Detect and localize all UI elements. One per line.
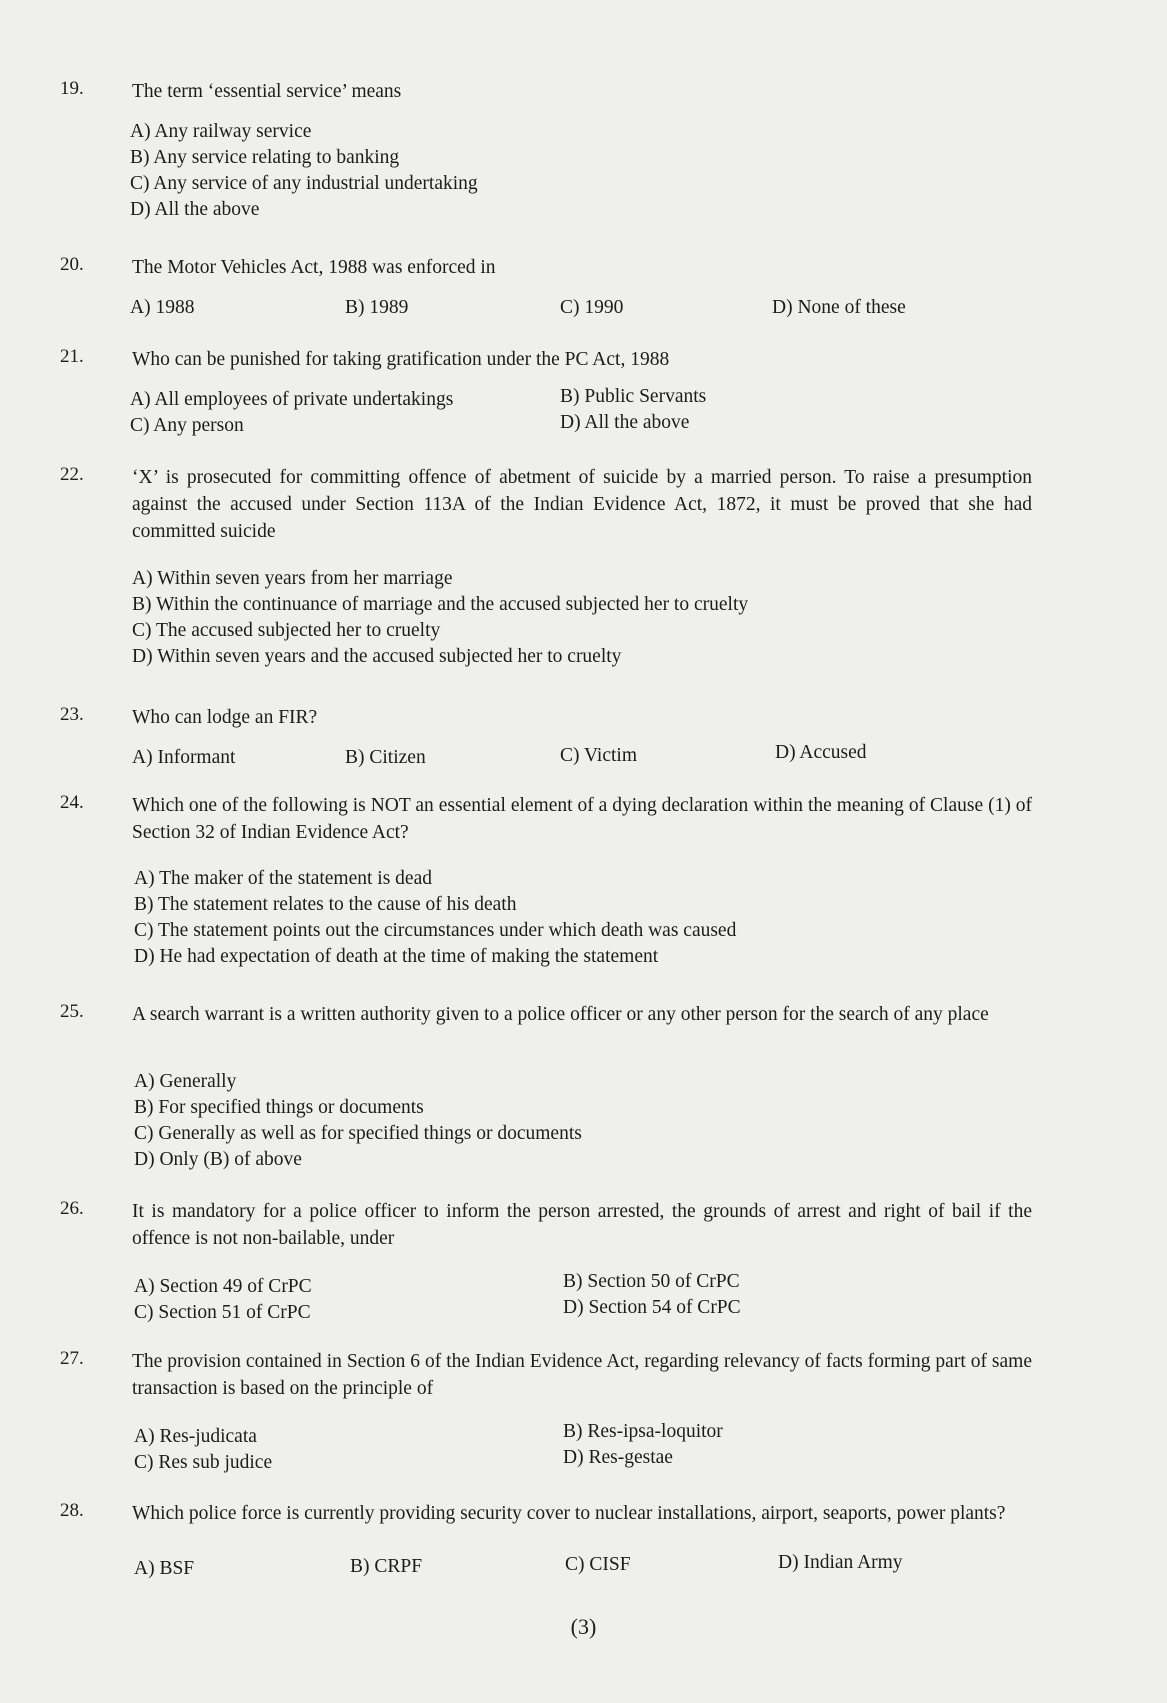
question-stem: Which one of the following is NOT an essential element of a dying declaration within the meaning of Clause (1) of Section 32 of Indian Evidence Act?: [132, 795, 1032, 843]
question-number: 25.: [60, 1001, 84, 1022]
option-c: C) The statement points out the circumstances under which death was caused: [134, 920, 737, 941]
option-d: D) Section 54 of CrPC: [563, 1297, 741, 1318]
question-stem: Who can be punished for taking gratification under the PC Act, 1988: [132, 349, 670, 370]
option-a: A) The maker of the statement is dead: [134, 868, 432, 889]
question-stem: ‘X’ is prosecuted for committing offence of abetment of suicide by a married person. To raise a presumption against the accused under Section 113A of the Indian Evidence Act, 1872, it must be proved that she had committed suicide: [132, 467, 1032, 542]
option-a: A) Section 49 of CrPC: [134, 1276, 312, 1297]
option-b: B) Res-ipsa-loquitor: [563, 1421, 723, 1442]
option-b: B) CRPF: [350, 1556, 423, 1577]
option-c: C) Generally as well as for specified things or documents: [134, 1123, 582, 1144]
option-b: B) The statement relates to the cause of his death: [134, 894, 517, 915]
option-c: C) CISF: [565, 1554, 631, 1575]
question-stem: It is mandatory for a police officer to inform the person arrested, the grounds of arrest and right of bail if the offence is not non-bailable, under: [132, 1201, 1032, 1249]
question-number: 20.: [60, 254, 84, 275]
option-a: A) 1988: [130, 297, 195, 318]
option-a: A) All employees of private undertakings: [130, 389, 454, 410]
option-b: B) Citizen: [345, 747, 426, 768]
option-d: D) Indian Army: [778, 1552, 903, 1573]
page-number: (3): [570, 1614, 597, 1639]
option-a: A) BSF: [134, 1558, 195, 1579]
option-b: B) For specified things or documents: [134, 1097, 424, 1118]
question-stem: The term ‘essential service’ means: [132, 81, 402, 102]
question-stem: Who can lodge an FIR?: [132, 707, 318, 728]
option-a: A) Within seven years from her marriage: [132, 568, 453, 589]
option-b: B) Any service relating to banking: [130, 147, 400, 168]
question-stem: The provision contained in Section 6 of the Indian Evidence Act, regarding relevancy of facts forming part of same transaction is based on the principle of: [132, 1351, 1032, 1399]
question-stem: A search warrant is a written authority given to a police officer or any other person for the search of any place: [132, 1004, 989, 1025]
question-stem: Which police force is currently providing security cover to nuclear installations, airport, seaports, power plants?: [132, 1503, 1006, 1524]
option-c: C) 1990: [560, 297, 624, 318]
option-c: C) The accused subjected her to cruelty: [132, 620, 441, 641]
option-d: D) Within seven years and the accused subjected her to cruelty: [132, 646, 622, 667]
option-c: C) Res sub judice: [134, 1452, 273, 1473]
question-number: 22.: [60, 464, 84, 485]
option-d: D) None of these: [772, 297, 906, 318]
question-number: 21.: [60, 346, 84, 367]
option-b: B) 1989: [345, 297, 409, 318]
option-d: D) All the above: [130, 199, 260, 220]
question-number: 24.: [60, 792, 84, 813]
question-number: 27.: [60, 1348, 84, 1369]
option-d: D) All the above: [560, 412, 690, 433]
option-b: B) Public Servants: [560, 386, 707, 407]
option-d: D) Accused: [775, 742, 867, 763]
option-d: D) Res-gestae: [563, 1447, 673, 1468]
question-number: 26.: [60, 1198, 84, 1219]
question-number: 28.: [60, 1500, 84, 1521]
option-c: C) Section 51 of CrPC: [134, 1302, 311, 1323]
question-number: 23.: [60, 704, 84, 725]
option-d: D) He had expectation of death at the time of making the statement: [134, 946, 659, 967]
option-a: A) Generally: [134, 1071, 237, 1092]
option-d: D) Only (B) of above: [134, 1149, 302, 1170]
option-a: A) Res-judicata: [134, 1426, 257, 1447]
option-b: B) Section 50 of CrPC: [563, 1271, 740, 1292]
option-c: C) Any service of any industrial undertaking: [130, 173, 478, 194]
option-c: C) Victim: [560, 745, 638, 766]
question-number: 19.: [60, 78, 84, 99]
option-a: A) Any railway service: [130, 121, 312, 142]
option-b: B) Within the continuance of marriage and the accused subjected her to cruelty: [132, 594, 749, 615]
option-c: C) Any person: [130, 415, 244, 436]
option-a: A) Informant: [132, 747, 236, 768]
question-stem: The Motor Vehicles Act, 1988 was enforced in: [132, 257, 496, 278]
